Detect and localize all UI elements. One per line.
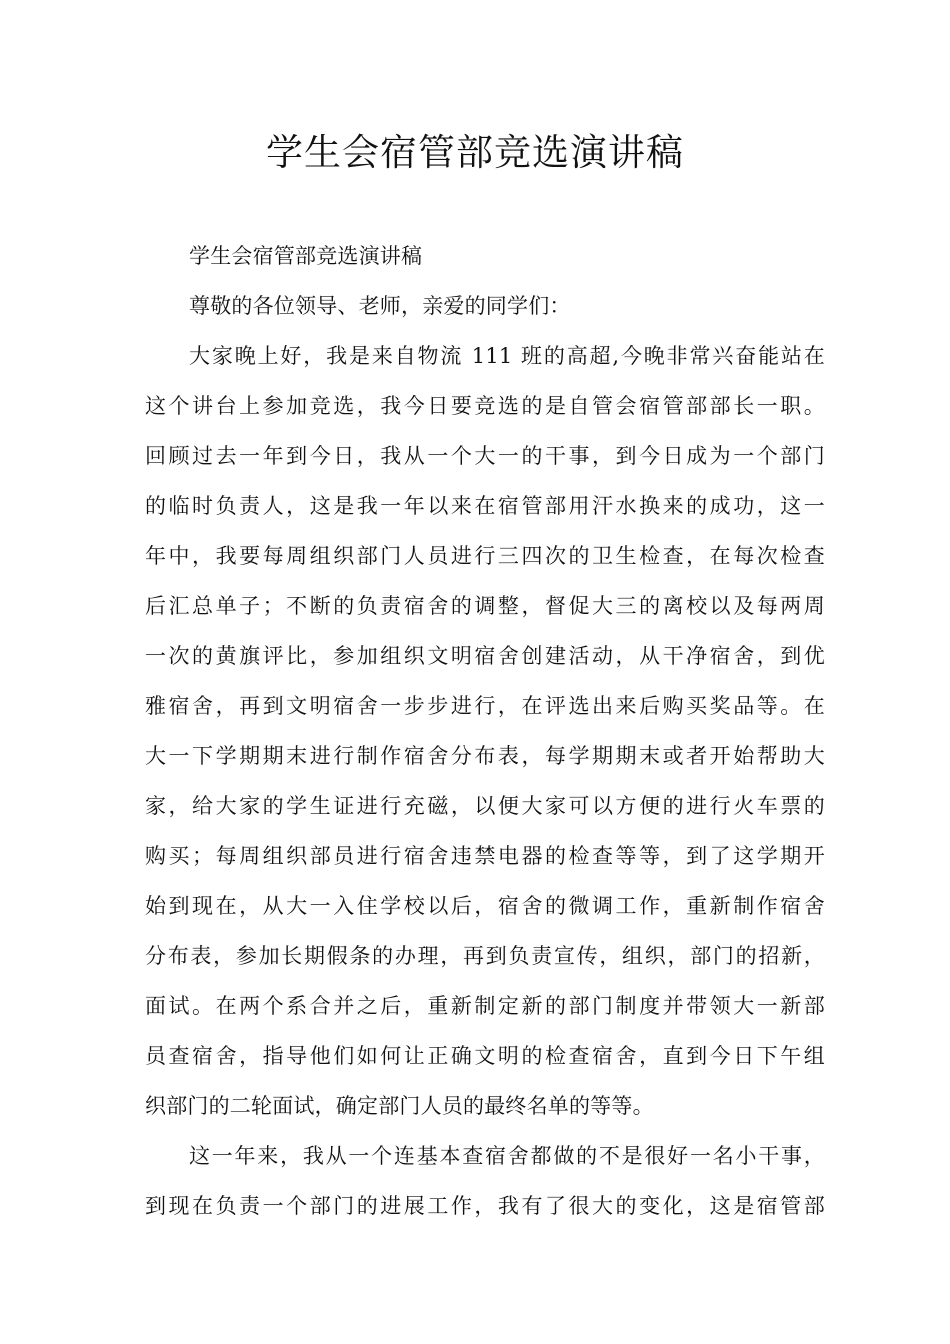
paragraph-continuation <box>145 1131 825 1231</box>
document-title: 学生会宿管部竞选演讲稿 <box>266 131 684 174</box>
text-line: 雅宿舍，再到文明宿舍一步步进行，在评选出来后购买奖品等。在 <box>145 694 825 718</box>
paragraph-subtitle <box>145 231 825 281</box>
text-line: 到现在负责一个部门的进展工作，我有了很大的变化，这是宿管部 <box>145 1194 825 1218</box>
text-line: 这个讲台上参加竞选，我今日要竞选的是自管会宿管部部长一职。 <box>145 394 825 418</box>
text-line: 织部门的二轮面试，确定部门人员的最终名单的等等。 <box>145 1094 654 1118</box>
text-line: 员查宿舍，指导他们如何让正确文明的检查宿舍，直到今日下午组 <box>145 1044 825 1068</box>
text-line: 回顾过去一年到今日，我从一个大一的干事，到今日成为一个部门 <box>145 444 825 468</box>
text-line: 尊敬的各位领导、老师，亲爱的同学们： <box>189 294 571 318</box>
text-line: 家，给大家的学生证进行充磁，以便大家可以方便的进行火车票的 <box>145 794 825 818</box>
paragraph-main <box>145 331 825 1131</box>
text-line: 年中，我要每周组织部门人员进行三四次的卫生检查，在每次检查 <box>145 544 825 568</box>
text-line: 的临时负责人，这是我一年以来在宿管部用汗水换来的成功，这一 <box>145 494 825 518</box>
text-line: 一次的黄旗评比，参加组织文明宿舍创建活动，从干净宿舍，到优 <box>145 644 825 668</box>
text-line: 面试。在两个系合并之后，重新制定新的部门制度并带领大一新部 <box>145 994 825 1018</box>
text-line: 分布表，参加长期假条的办理，再到负责宣传，组织，部门的招新， <box>145 944 825 968</box>
text-line: 后汇总单子；不断的负责宿舍的调整，督促大三的离校以及每两周 <box>145 594 825 618</box>
paragraph-greeting <box>145 281 825 331</box>
text-line: 大一下学期期末进行制作宿舍分布表，每学期期末或者开始帮助大 <box>145 744 825 768</box>
text-line: 始到现在，从大一入住学校以后，宿舍的微调工作，重新制作宿舍 <box>145 894 825 918</box>
text-line: 购买；每周组织部员进行宿舍违禁电器的检查等等，到了这学期开 <box>145 844 825 868</box>
document-body <box>145 231 825 1231</box>
text-line: 这一年来，我从一个连基本查宿舍都做的不是很好一名小干事， <box>189 1144 825 1168</box>
text-line: 学生会宿管部竞选演讲稿 <box>189 244 423 268</box>
text-line: 大家晚上好，我是来自物流 111 班的高超,今晚非常兴奋能站在 <box>189 344 825 368</box>
